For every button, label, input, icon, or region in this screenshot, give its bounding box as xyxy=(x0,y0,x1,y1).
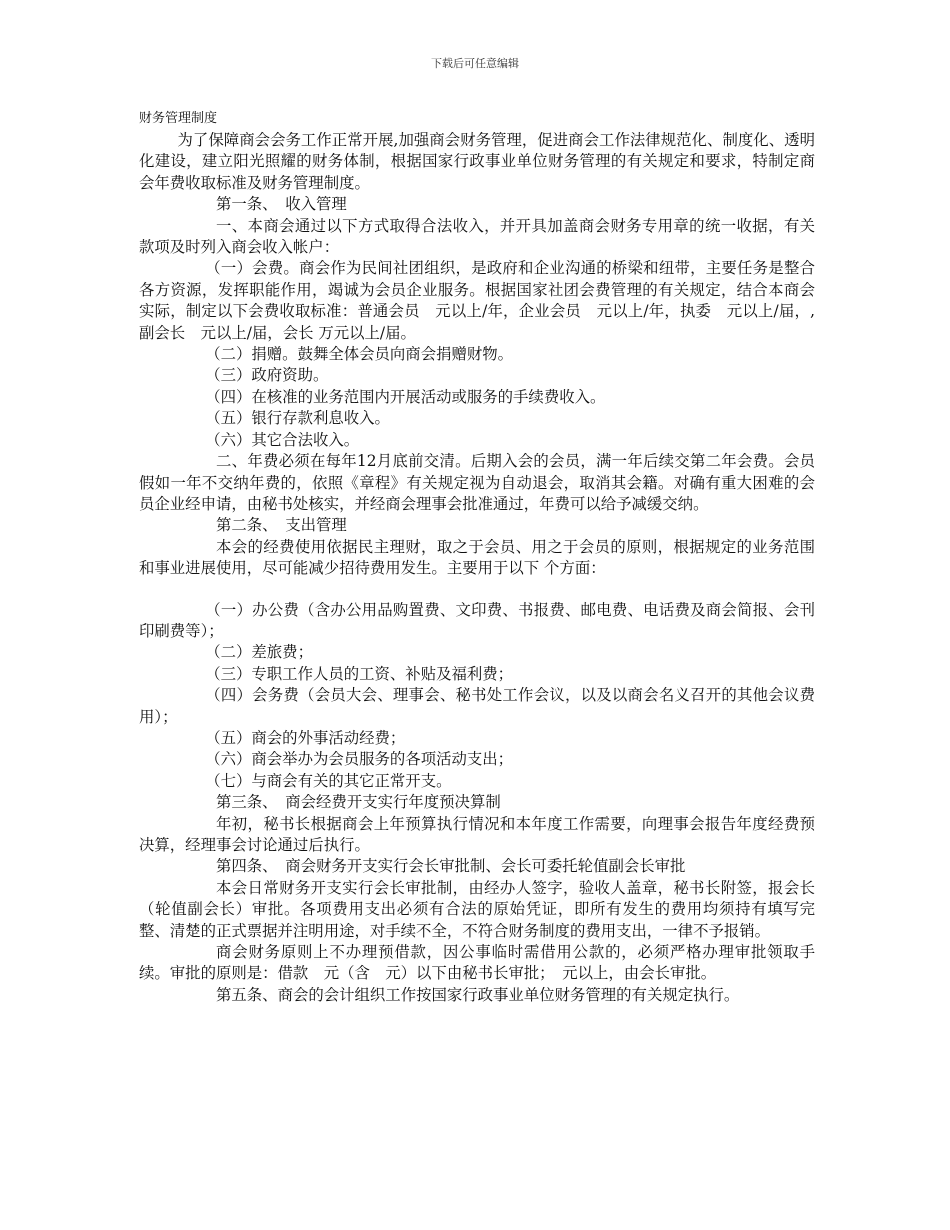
paragraph: 商会财务原则上不办理预借款，因公事临时需借用公款的，必须严格办理审批领取手续。审批的原则是：借款 元（含 元）以下由秘书长审批； 元以上，由会长审批。 xyxy=(139,943,815,983)
article-3-heading: 第三条、 商会经费开支实行年度预决算制 xyxy=(216,793,501,812)
list-item: （四）在核准的业务范围内开展活动或服务的手续费收入。 xyxy=(205,387,606,406)
paragraph-intro: 为了保障商会会务工作正常开展,加强商会财务管理，促进商会工作法律规范化、制度化、透明化建设，建立阳光照耀的财务体制，根据国家行政事业单位财务管理的有关规定和要求，特制定商会年费收取标准及财务管理制度。 xyxy=(139,131,815,192)
article-1-heading: 第一条、 收入管理 xyxy=(216,195,347,214)
list-item: （一）会费。商会作为民间社团组织，是政府和企业沟通的桥梁和纽带，主要任务是整合各方资源，发挥职能作用，竭诚为会员企业服务。根据国家社团会费管理的有关规定，结合本商会实际，制定以下会费收取标准：普通会员 元以上/年，企业会员 元以上/年，执委 元以上/届，,副会长 元以上/届，会长 万元以上/届。 xyxy=(139,259,815,342)
list-item: （六）其它合法收入。 xyxy=(205,430,360,449)
list-item: （三）政府资助。 xyxy=(205,366,329,385)
list-item: （四）会务费（会员大会、理事会、秘书处工作会议，以及以商会名义召开的其他会议费用）； xyxy=(139,686,815,726)
paragraph: 二、年费必须在每年12月底前交清。后期入会的会员，满一年后续交第二年会费。会员假如一年不交纳年费的，依照《章程》有关规定视为自动退会，取消其会籍。对确有重大困难的会员企业经申请，由秘书处核实，并经商会理事会批准通过，年费可以给予减缓交纳。 xyxy=(139,452,815,513)
list-item: （一）办公费（含办公用品购置费、文印费、书报费、邮电费、电话费及商会简报、会刊印刷费等）； xyxy=(139,600,815,640)
list-item: （五）商会的外事活动经费； xyxy=(205,728,406,747)
list-item: （六）商会举办为会员服务的各项活动支出； xyxy=(205,750,514,769)
document-title: 财务管理制度 xyxy=(139,111,218,126)
paragraph: 本会日常财务开支实行会长审批制，由经办人签字，验收人盖章，秘书长附签，报会长（轮值副会长）审批。各项费用支出必须有合法的原始凭证，即所有发生的费用均须持有填写完整、清楚的正式票据并注明用途，对手续不全，不符合财务制度的费用支出，一律不予报销。 xyxy=(139,878,815,940)
list-item: （二）差旅费； xyxy=(205,643,313,662)
article-5-heading: 第五条、商会的会计组织工作按国家行政事业单位财务管理的有关规定执行。 xyxy=(216,985,740,1004)
article-2-heading: 第二条、 支出管理 xyxy=(216,516,347,535)
paragraph: 本会的经费使用依据民主理财，取之于会员、用之于会员的原则，根据规定的业务范围和事业进展使用，尽可能减少招待费用发生。主要用于以下 个方面： xyxy=(139,537,815,578)
paragraph: 年初，秘书长根据商会上年预算执行情况和本年度工作需要，向理事会报告年度经费预决算，经理事会讨论通过后执行。 xyxy=(139,814,815,854)
list-item: （三）专职工作人员的工资、补贴及福利费； xyxy=(205,664,514,683)
page-header-note: 下载后可任意编辑 xyxy=(431,57,519,70)
document-body xyxy=(139,110,815,1006)
blank-line xyxy=(139,580,815,600)
article-4-heading: 第四条、 商会财务开支实行会长审批制、会长可委托轮值副会长审批 xyxy=(216,857,686,876)
list-item: （七）与商会有关的其它正常开支。 xyxy=(205,771,452,790)
list-item: （二）捐赠。鼓舞全体会员向商会捐赠财物。 xyxy=(205,345,514,364)
list-item: （五）银行存款利息收入。 xyxy=(205,409,390,428)
paragraph: 一、本商会通过以下方式取得合法收入，并开具加盖商会财务专用章的统一收据，有关款项及时列入商会收入帐户： xyxy=(139,216,815,257)
